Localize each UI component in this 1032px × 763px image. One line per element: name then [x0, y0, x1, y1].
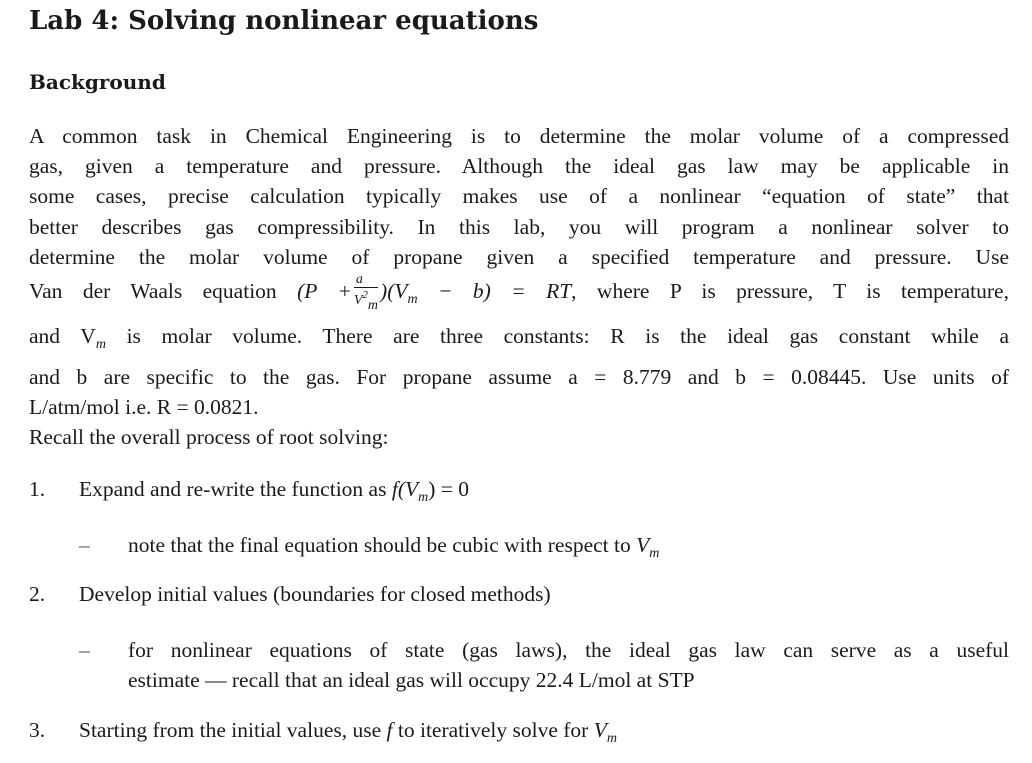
- note-pre: note that the final equation should be cubic with respect to: [128, 533, 637, 557]
- vdw-label: Van der Waals equation: [29, 279, 277, 304]
- line7-sub: m: [95, 337, 106, 353]
- background-paragraph: [29, 121, 1009, 422]
- line7-start: and V: [29, 324, 96, 349]
- eq-right: )(V: [380, 279, 408, 304]
- eq-fraction: [354, 273, 378, 313]
- paragraph-line-6: [29, 272, 1009, 319]
- paragraph-line-5: determine the molar volume of propane given a specified temperature and pressure. Use: [29, 244, 1009, 269]
- eq-right-tail: − b) = RT: [417, 279, 572, 304]
- paragraph-line-1: A common task in Chemical Engineering is to determine the molar volume of a compressed: [29, 124, 1009, 148]
- eq-den-sup: 2: [362, 289, 368, 302]
- note-line-1: for nonlinear equations of state (gas laws), the ideal gas law can serve as a useful: [128, 638, 1009, 662]
- note-var: V: [636, 533, 650, 557]
- step-text: Develop initial values (boundaries for closed methods): [79, 582, 551, 606]
- paragraph-line-3: some cases, precise calculation typically makes use of a nonlinear “equation of state” that: [29, 184, 1009, 209]
- note-text: [128, 635, 1009, 695]
- page-title: Lab 4: Solving nonlinear equations: [29, 6, 539, 36]
- math-var-sub: m: [606, 731, 617, 746]
- eq-denominator: [354, 288, 378, 313]
- math-f: f: [386, 718, 393, 742]
- step-text-mid: to iteratively solve for: [392, 718, 594, 742]
- math-close: ) = 0: [428, 477, 470, 501]
- step-number: 3.: [29, 718, 46, 742]
- note-sub: m: [649, 546, 660, 561]
- line7-rest: is molar volume. There are three constants: R is the ideal gas constant while a: [105, 324, 1009, 349]
- eq-den-var: V: [353, 293, 363, 309]
- paragraph-line-8: and b are specific to the gas. For propane assume a = 8.779 and b = 0.08445. Use units of: [29, 365, 1009, 390]
- paragraph-line-2: gas, given a temperature and pressure. Although the ideal gas law may be applicable in: [29, 154, 1009, 179]
- math-sub: m: [418, 490, 429, 505]
- eq-den-sub: m: [367, 298, 379, 314]
- bullet-dash: –: [79, 638, 90, 662]
- step-text: [79, 477, 469, 506]
- eq-right-sub: m: [407, 292, 418, 308]
- note-text: [128, 530, 1009, 569]
- math-f: f: [391, 477, 398, 501]
- step-text: [79, 718, 617, 747]
- eq-left: (P +: [297, 279, 352, 304]
- paragraph-line-7: [29, 319, 1009, 362]
- recall-text: Recall the overall process of root solving:: [29, 425, 389, 449]
- step-number: 1.: [29, 477, 46, 501]
- math-open: (V: [397, 477, 419, 501]
- vdw-description: , where P is pressure, T is temperature,: [571, 279, 1009, 304]
- math-var: V: [593, 718, 607, 742]
- vdw-equation: [297, 272, 572, 314]
- section-heading: Background: [29, 70, 166, 94]
- step-number: 2.: [29, 582, 46, 606]
- note-line: [128, 530, 1009, 569]
- paragraph-line-4: better describes gas compressibility. In this lab, you will program a nonlinear solver to: [29, 214, 1009, 239]
- paragraph-line-9: L/atm/mol i.e. R = 0.0821.: [29, 395, 259, 420]
- step-text-pre: Starting from the initial values, use: [79, 718, 387, 742]
- eq-numerator: a: [354, 273, 378, 288]
- bullet-dash: –: [79, 533, 90, 557]
- note-line-2: estimate — recall that an ideal gas will occupy 22.4 L/mol at STP: [128, 668, 695, 693]
- step-text-pre: Expand and re-write the function as: [79, 477, 392, 501]
